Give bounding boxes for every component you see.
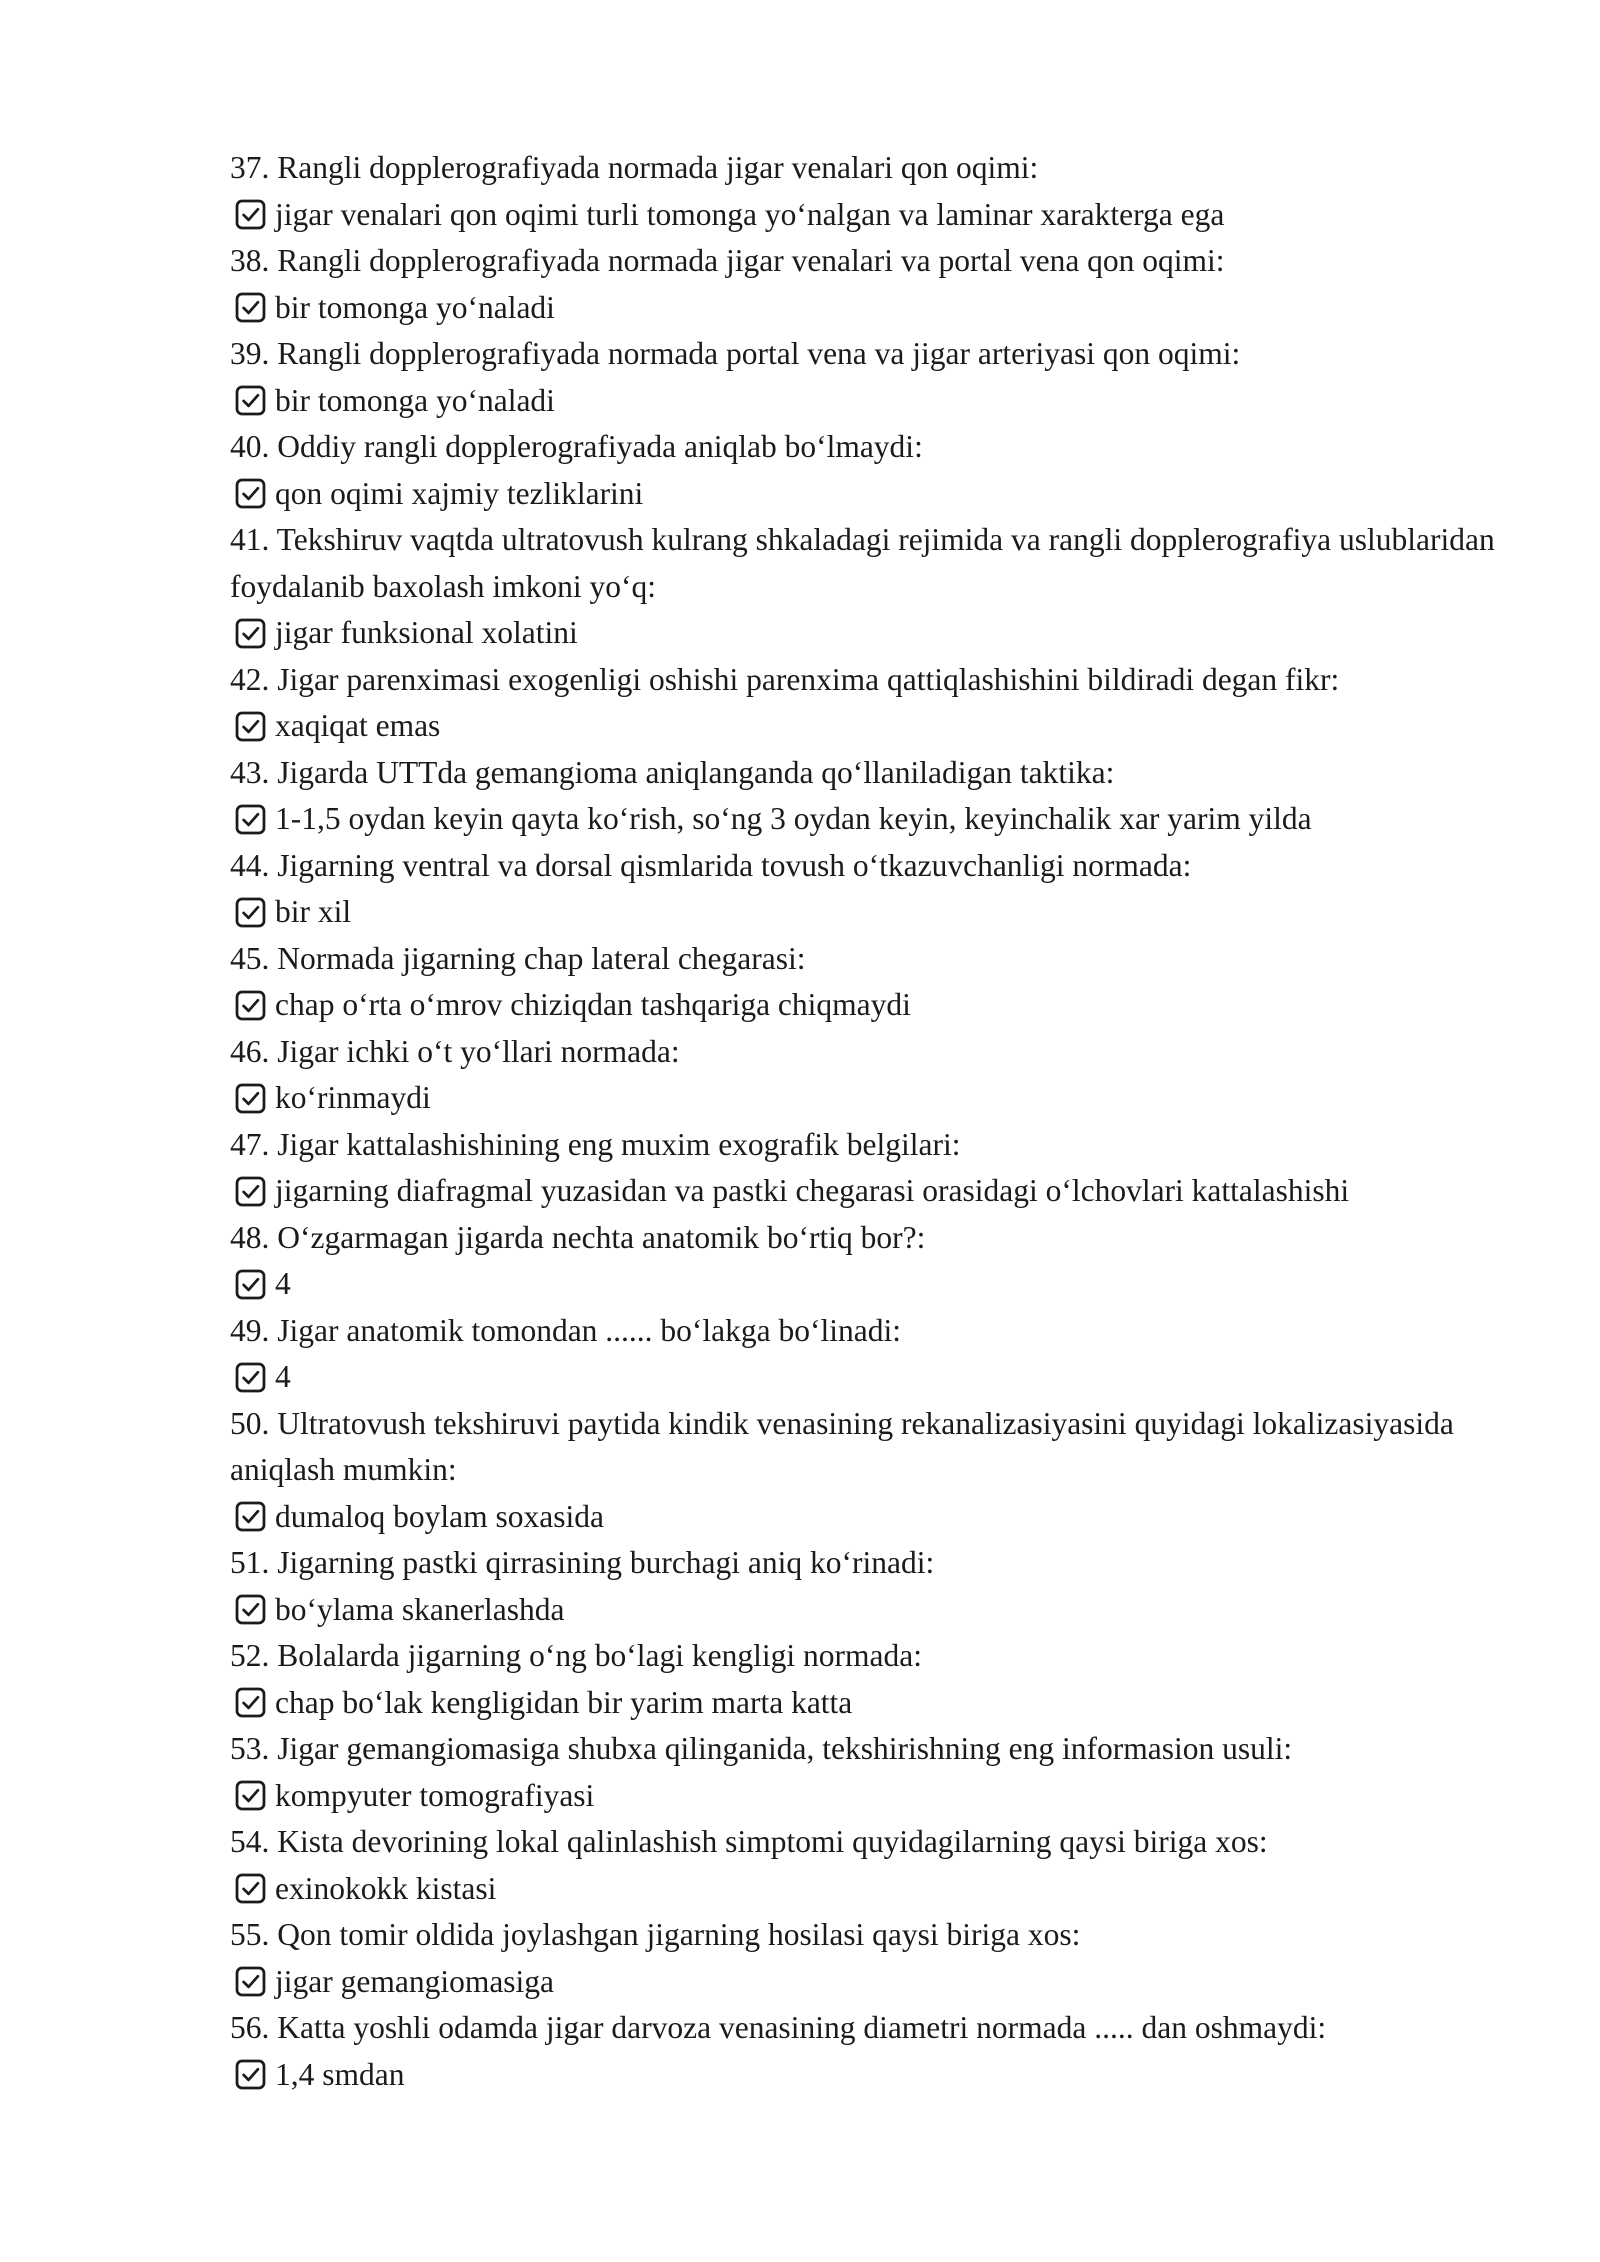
answer-text: exinokokk kistasi [275,1870,497,1906]
answer-row [230,982,1530,1029]
question-text: 40. Oddiy rangli dopplerografiyada aniqlab bo‘lmaydi: [230,429,923,464]
answer-row [230,1680,1530,1727]
checkbox-checked-icon [234,477,267,510]
answer-row [230,796,1530,843]
question-block [230,2005,1530,2098]
question-block [230,1215,1530,1308]
question-text: 56. Katta yoshli odamda jigar darvoza venasining diametri normada ..... dan oshmaydi: [230,2010,1327,2045]
answer-text: 1-1,5 oydan keyin qayta ko‘rish, so‘ng 3 oydan keyin, keyinchalik xar yarim yilda [275,801,1312,836]
answer-row [230,1075,1530,1122]
question-text: 38. Rangli dopplerografiyada normada jigar venalari va portal vena qon oqimi: [230,243,1225,278]
question-text: 43. Jigarda UTTda gemangioma aniqlanganda qo‘llaniladigan taktika: [230,754,1115,790]
question-text: 49. Jigar anatomik tomondan ...... bo‘lakga bo‘linadi: [230,1312,901,1348]
answer-row [230,378,1530,425]
answer-text: kompyuter tomografiyasi [275,1777,595,1813]
answer-row [230,703,1530,750]
answer-text: ko‘rinmaydi [275,1080,431,1115]
answer-text: bir tomonga yo‘naladi [275,382,555,418]
answer-text: 4 [275,1359,291,1394]
question-text: 50. Ultratovush tekshiruvi paytida kindik venasining rekanalizasiyasini quyidagi lokalizasiyasida aniqlash mumkin: [230,1405,1454,1487]
answer-text: bir tomonga yo‘naladi [275,289,555,325]
answer-row [230,1261,1530,1308]
question-text: 48. O‘zgarmagan jigarda nechta anatomik bo‘rtiq bor?: [230,1219,926,1255]
answer-text: qon oqimi xajmiy tezliklarini [275,475,644,511]
checkbox-checked-icon [234,710,267,743]
question-text: 55. Qon tomir oldida joylashgan jigarning hosilasi qaysi biriga xos: [230,1917,1081,1952]
question-text: 51. Jigarning pastki qirrasining burchagi aniq ko‘rinadi: [230,1545,935,1580]
checkbox-checked-icon [234,989,267,1022]
question-block [230,1029,1530,1122]
answer-text: xaqiqat emas [275,708,441,743]
checkbox-checked-icon [234,291,267,324]
question-block [230,1633,1530,1726]
question-block [230,424,1530,517]
question-text: 54. Kista devorining lokal qalinlashish simptomi quyidagilarning qaysi biriga xos: [230,1824,1268,1859]
answer-row [230,1773,1530,1820]
question-block [230,145,1530,238]
checkbox-checked-icon [234,1779,267,1812]
checkbox-checked-icon [234,1593,267,1626]
checkbox-checked-icon [234,1872,267,1905]
answer-text: dumaloq boylam soxasida [275,1498,604,1534]
checkbox-checked-icon [234,1500,267,1533]
checkbox-checked-icon [234,896,267,929]
question-block [230,1122,1530,1215]
answer-text: 1,4 smdan [275,2056,405,2092]
answer-row [230,1494,1530,1541]
answer-text: bir xil [275,894,352,929]
question-text: 39. Rangli dopplerografiyada normada portal vena va jigar arteriyasi qon oqimi: [230,336,1241,371]
question-block [230,750,1530,843]
question-text: 45. Normada jigarning chap lateral chegarasi: [230,940,806,976]
question-block [230,517,1530,657]
answer-text: jigar funksional xolatini [275,615,578,650]
answer-row [230,192,1530,239]
question-block [230,843,1530,936]
question-text: 46. Jigar ichki o‘t yo‘llari normada: [230,1033,680,1069]
answer-row [230,889,1530,936]
answer-text: chap bo‘lak kengligidan bir yarim marta katta [275,1684,853,1720]
checkbox-checked-icon [234,384,267,417]
question-text: 44. Jigarning ventral va dorsal qismlarida tovush o‘tkazuvchanligi normada: [230,847,1192,883]
question-text: 47. Jigar kattalashishining eng muxim exografik belgilari: [230,1126,961,1162]
question-text: 42. Jigar parenximasi exogenligi oshishi parenxima qattiqlashishini bildiradi degan fikr: [230,661,1340,697]
question-text: 53. Jigar gemangiomasiga shubxa qilinganida, tekshirishning eng informasion usuli: [230,1731,1293,1766]
question-block [230,238,1530,331]
question-block [230,1308,1530,1401]
checkbox-checked-icon [234,617,267,650]
question-block [230,1819,1530,1912]
checkbox-checked-icon [234,803,267,836]
checkbox-checked-icon [234,1268,267,1301]
answer-row [230,285,1530,332]
question-block [230,936,1530,1029]
checkbox-checked-icon [234,198,267,231]
answer-row [230,1959,1530,2006]
question-block [230,1912,1530,2005]
answer-text: jigar venalari qon oqimi turli tomonga yo‘nalgan va laminar xarakterga ega [275,196,1225,232]
answer-row [230,2052,1530,2099]
answer-text: jigarning diafragmal yuzasidan va pastki chegarasi orasidagi o‘lchovlari kattalashishi [275,1173,1350,1208]
checkbox-checked-icon [234,1082,267,1115]
document-page [230,145,1530,2098]
question-block [230,331,1530,424]
answer-text: chap o‘rta o‘mrov chiziqdan tashqariga chiqmaydi [275,987,911,1022]
answer-text: bo‘ylama skanerlashda [275,1591,565,1627]
answer-row [230,471,1530,518]
question-text: 52. Bolalarda jigarning o‘ng bo‘lagi kengligi normada: [230,1638,922,1673]
checkbox-checked-icon [234,2058,267,2091]
question-text: 37. Rangli dopplerografiyada normada jigar venalari qon oqimi: [230,150,1039,185]
question-block [230,1726,1530,1819]
answer-row [230,1587,1530,1634]
checkbox-checked-icon [234,1965,267,1998]
question-block [230,657,1530,750]
answer-row [230,610,1530,657]
checkbox-checked-icon [234,1175,267,1208]
question-block [230,1401,1530,1541]
answer-row [230,1354,1530,1401]
question-block [230,1540,1530,1633]
answer-row [230,1866,1530,1913]
question-text: 41. Tekshiruv vaqtda ultratovush kulrang shkaladagi rejimida va rangli dopplerografiya uslublaridan foydalanib baxolash imkoni yo‘q: [230,522,1495,604]
checkbox-checked-icon [234,1686,267,1719]
answer-text: jigar gemangiomasiga [275,1963,555,1999]
answer-text: 4 [275,1266,291,1301]
answer-row [230,1168,1530,1215]
checkbox-checked-icon [234,1361,267,1394]
